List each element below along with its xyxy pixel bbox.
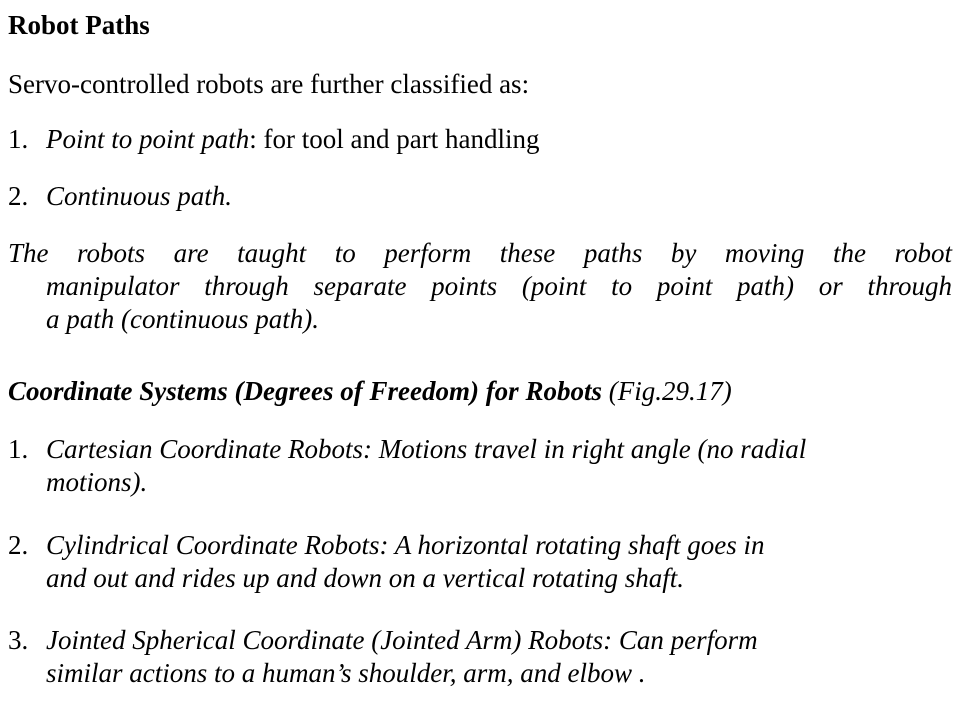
path-list-item-1 (8, 123, 952, 156)
list-number: 2. (8, 530, 29, 560)
coordinate-list-item-1 (8, 433, 952, 499)
path-description: : for tool and part handling (249, 124, 540, 154)
teaching-paragraph (8, 237, 952, 336)
slide-content (8, 0, 952, 720)
coordinate-list-item-2 (8, 529, 952, 595)
page-title: Robot Paths (8, 10, 150, 40)
figure-reference: (Fig.29.17) (608, 376, 732, 406)
coordinate-heading-text: Coordinate Systems (Degrees of Freedom) for Robots (8, 376, 602, 406)
list-item-line: and out and rides up and down on a vertical rotating shaft. (46, 563, 684, 593)
list-item-line: similar actions to a human’s shoulder, arm, and elbow . (46, 658, 646, 688)
paragraph-line: The robots are taught to perform these paths by moving the robot (8, 238, 952, 268)
list-item-line: Jointed Spherical Coordinate (Jointed Arm) Robots: Can perform (46, 625, 758, 655)
paragraph-line: a path (continuous path). (46, 304, 319, 334)
path-term: Point to point path (46, 124, 250, 154)
list-item-line: Cartesian Coordinate Robots: Motions travel in right angle (no radial (46, 434, 807, 464)
list-number: 1. (8, 124, 29, 154)
list-number: 2. (8, 181, 29, 211)
paragraph-line: manipulator through separate points (point to point path) or through (46, 271, 952, 301)
list-number: 1. (8, 434, 29, 464)
coordinate-heading (8, 376, 732, 407)
coordinate-list-item-3 (8, 624, 952, 690)
list-item-line: motions). (46, 467, 148, 497)
list-item-line: Cylindrical Coordinate Robots: A horizontal rotating shaft goes in (46, 530, 765, 560)
path-list-item-2 (8, 180, 952, 213)
path-term: Continuous path. (46, 181, 233, 211)
list-number: 3. (8, 625, 29, 655)
intro-text: Servo-controlled robots are further classified as: (8, 69, 530, 99)
